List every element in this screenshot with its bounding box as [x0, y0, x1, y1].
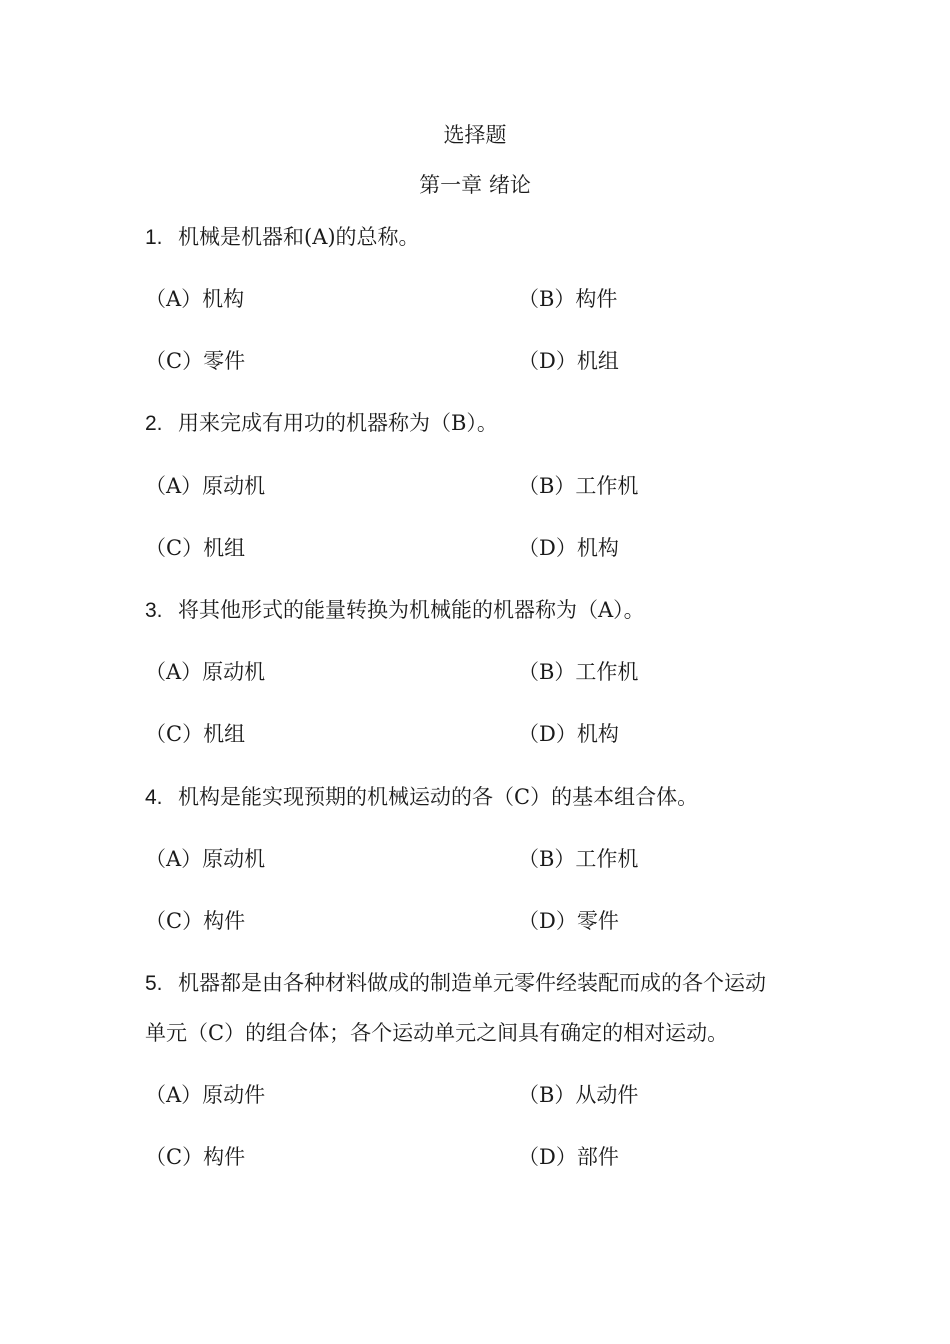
q5-option-c: （C）构件: [145, 1145, 246, 1169]
q1-option-a: （A）机构: [145, 287, 245, 311]
q5-option-a: （A）原动件: [145, 1083, 266, 1107]
q3-option-d: （D）机构: [518, 722, 619, 746]
question-text: 将其他形式的能量转换为机械能的机器称为（A）。: [178, 598, 645, 622]
q5-option-d: （D）部件: [518, 1145, 619, 1169]
question-text: 机构是能实现预期的机械运动的各（C）的基本组合体。: [178, 785, 699, 809]
q2-option-a: （A）原动机: [145, 474, 266, 498]
question-number: 1.: [145, 226, 163, 249]
question-number: 5.: [145, 972, 163, 995]
q4-option-d: （D）零件: [518, 909, 619, 933]
q3-option-c: （C）机组: [145, 722, 246, 746]
question-text-line-1: 机器都是由各种材料做成的制造单元零件经装配而成的各个运动: [178, 971, 766, 995]
question-4: [145, 783, 815, 812]
question-5: [145, 969, 815, 998]
question-text: 用来完成有用功的机器称为（B）。: [178, 411, 498, 435]
question-text: 机械是机器和(A)的总称。: [178, 225, 420, 249]
question-3: [145, 596, 815, 625]
q1-option-c: （C）零件: [145, 349, 246, 373]
page-title: 选择题: [443, 123, 507, 147]
question-5-continuation: [145, 1019, 815, 1047]
q4-option-a: （A）原动机: [145, 847, 266, 871]
question-number: 3.: [145, 599, 163, 622]
q3-option-a: （A）原动机: [145, 660, 266, 684]
q4-option-c: （C）构件: [145, 909, 246, 933]
q1-option-b: （B）构件: [518, 287, 618, 311]
q2-option-d: （D）机构: [518, 536, 619, 560]
chapter-title: 第一章 绪论: [419, 173, 531, 197]
q2-option-b: （B）工作机: [518, 474, 639, 498]
question-text-line-2: 单元（C）的组合体；各个运动单元之间具有确定的相对运动。: [145, 1021, 729, 1045]
q5-option-b: （B）从动件: [518, 1083, 639, 1107]
q1-option-d: （D）机组: [518, 349, 619, 373]
q3-option-b: （B）工作机: [518, 660, 639, 684]
question-number: 2.: [145, 412, 163, 435]
q4-option-b: （B）工作机: [518, 847, 639, 871]
question-number: 4.: [145, 786, 163, 809]
question-2: [145, 409, 815, 438]
q2-option-c: （C）机组: [145, 536, 246, 560]
question-1: [145, 223, 815, 252]
